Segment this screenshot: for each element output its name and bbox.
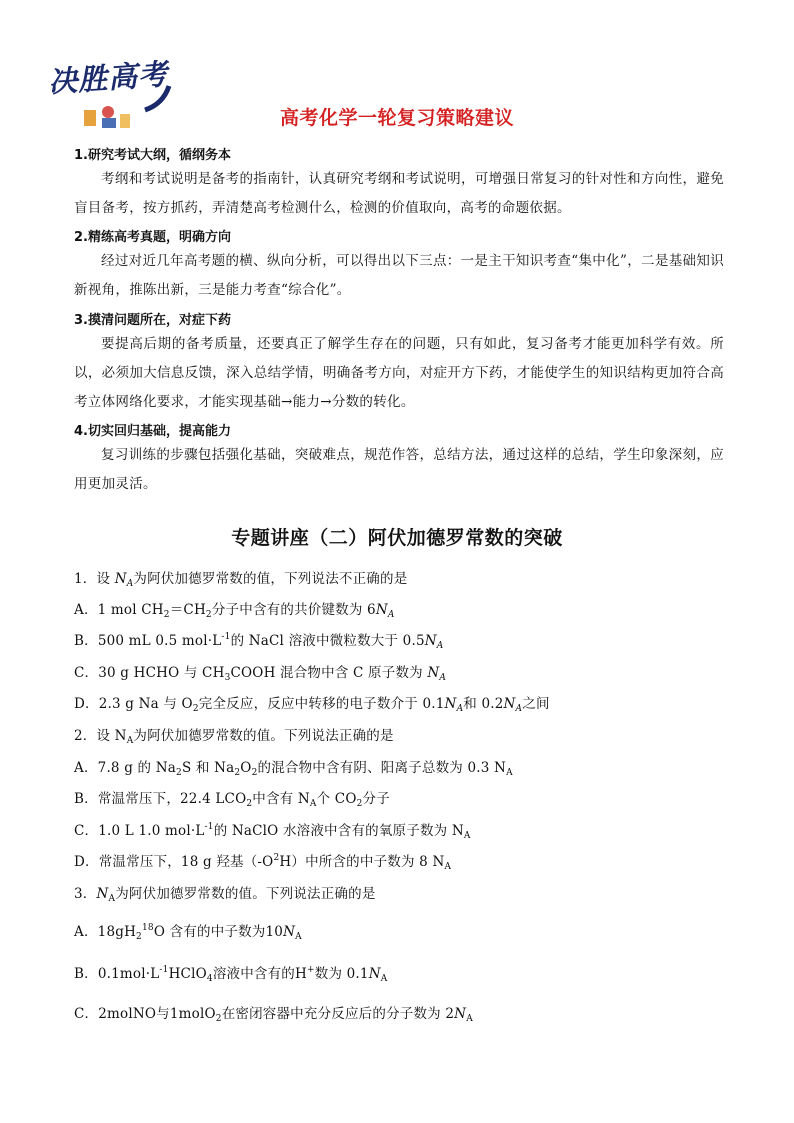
question-2-option-b: B．常温常压下，22.4 $LCO_2$中含有 $N_A$个 $CO_2$分子 — [74, 791, 390, 809]
section-heading: 3.摸清问题所在，对症下药 — [74, 313, 231, 328]
question-1-option-a: A．1 mol $CH_2=CH_2$分子中含有的共价键数为 $6N_A$ — [74, 602, 395, 620]
topic-title: 专题讲座（二）阿伏加德罗常数的突破 — [231, 527, 563, 549]
question-2-option-c: C．1.0 L 1.0 $mol\cdot L^{-1}$的 NaClO 水溶液中含有的氧原子数为 $N_A$ — [74, 822, 471, 841]
section-heading: 1.研究考试大纲，循纲务本 — [74, 148, 231, 163]
section-body: 考纲和考试说明是备考的指南针，认真研究考纲和考试说明，可增强日常复习的针对性和方向性，避免盲目备考，按方抓药，弄清楚高考检测什么，检测的价值取向，高考的命题依据。 — [74, 171, 724, 216]
section-body: 复习训练的步骤包括强化基础，突破难点，规范作答，总结方法，通过这样的总结，学生印象深刻，应用更加灵活。 — [74, 447, 724, 492]
section-heading: 2.精练高考真题，明确方向 — [74, 230, 231, 245]
section-heading: 4.切实回归基础，提高能力 — [74, 424, 231, 439]
question-2-option-d: D．常温常压下，18 g 羟基$(-O^2H)$中所含的中子数为 8 $N_A$ — [74, 853, 452, 872]
question-3-option-c: C．2molNO与1molO$_2$在密闭容器中充分反应后的分子数为 $2N_A$ — [74, 1006, 473, 1024]
question-1-option-b: B．500 mL 0.5 $mol\cdot L^{-1}$的 NaCl 溶液中微粒数大于 $0.5N_A$ — [74, 632, 444, 651]
question-2-stem: 2．设 $N_A$为阿伏加德罗常数的值。下列说法正确的是 — [74, 728, 394, 746]
section-body: 要提高后期的备考质量，还要真正了解学生存在的问题，只有如此，复习备考才能更加科学有效。所以，必须加大信息反馈，深入总结学情，明确备考方向，对症开方下药，才能使学生的知识结构更加符合高考立体网络化要求，才能实现基础→能力→分数的转化。 — [74, 336, 724, 410]
page-title: 高考化学一轮复习策略建议 — [279, 107, 514, 129]
question-1-option-c: C．30 g HCHO 与 $CH_3COOH$ 混合物中含 C 原子数为 $N_A$ — [74, 665, 447, 683]
question-1-stem: 1．设 $N_A$为阿伏加德罗常数的值，下列说法不正确的是 — [74, 571, 408, 589]
logo-text: 决胜高考 — [47, 56, 170, 100]
question-3-option-b: B．$0.1mol\cdot L^{-1}HClO_4$溶液中含有的H+数为 $0.1N_A$ — [74, 965, 388, 984]
section-body: 经过对近几年高考题的横、纵向分析，可以得出以下三点：一是主干知识考查“集中化”，二是基础知识新视角，推陈出新，三是能力考查“综合化”。 — [74, 253, 724, 298]
question-3-option-a: A．$18gH_2^{18}O$ 含有的中子数为$10N_A$ — [74, 923, 302, 942]
question-3-stem: 3．$N_A$为阿伏加德罗常数的值。下列说法正确的是 — [74, 886, 376, 904]
question-1-option-d: D．2.3 g Na 与 $O_2$完全反应，反应中转移的电子数介于 $0.1N_A$和 $0.2N_A$之间 — [74, 696, 550, 714]
question-2-option-a: A．7.8 g 的 $Na_2S$ 和 $Na_2O_2$的混合物中含有阴、阳离子总数为 0.3 $N_A$ — [74, 760, 513, 778]
